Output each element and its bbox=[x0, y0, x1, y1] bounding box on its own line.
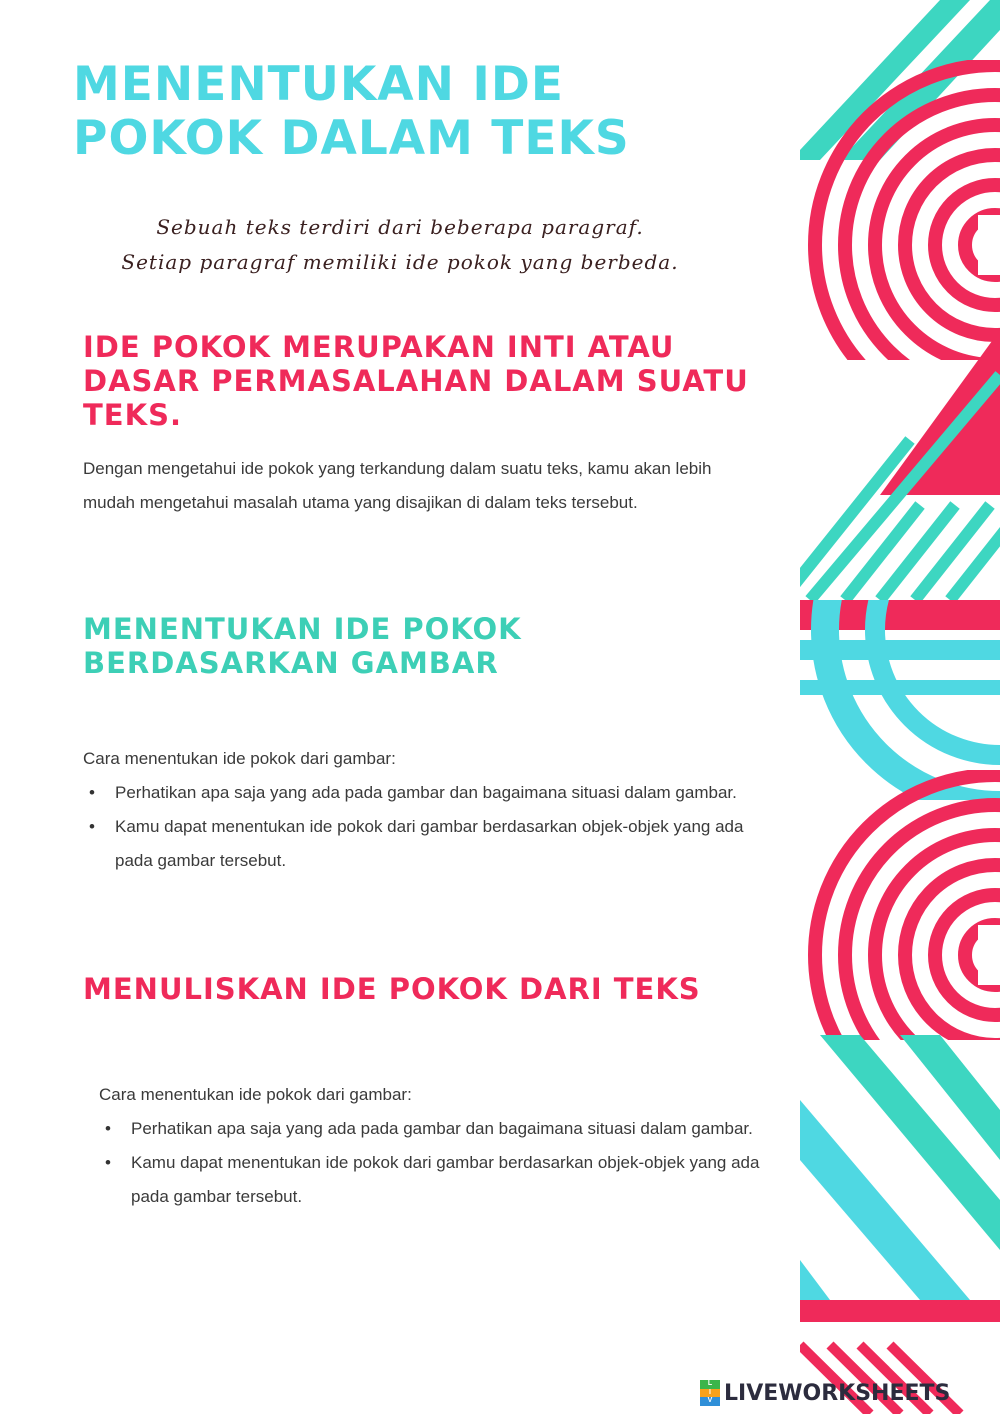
section1-paragraph: Dengan mengetahui ide pokok yang terkandung dalam suatu teks, kamu akan lebih mudah mengetahui masalah utama yang disajikan di dalam teks tersebut. bbox=[83, 459, 712, 512]
section3-bullet-list bbox=[99, 1112, 764, 1214]
list-item: • Kamu dapat menentukan ide pokok dari gambar berdasarkan objek-objek yang ada pada gambar tersebut. bbox=[99, 1146, 764, 1214]
section2-bullet-list bbox=[83, 776, 748, 878]
section2-heading bbox=[83, 612, 522, 680]
section2-heading-line2: BERDASARKAN GAMBAR bbox=[83, 646, 499, 680]
teal-chevrons bbox=[800, 1035, 1000, 1300]
liveworksheets-watermark bbox=[700, 1378, 950, 1408]
list-item: • Kamu dapat menentukan ide pokok dari gambar berdasarkan objek-objek yang ada pada gambar tersebut. bbox=[83, 810, 748, 878]
section2-lead: Cara menentukan ide pokok dari gambar: bbox=[83, 749, 396, 768]
section3-lead: Cara menentukan ide pokok dari gambar: bbox=[99, 1085, 412, 1104]
liveworksheets-logo-icon: L I V bbox=[700, 1380, 720, 1406]
section3-heading: MENULISKAN IDE POKOK DARI TEKS bbox=[83, 972, 701, 1006]
section1-heading: IDE POKOK MERUPAKAN INTI ATAU DASAR PERMASALAHAN DALAM SUATU TEKS. bbox=[83, 330, 749, 432]
intro-line1: Sebuah teks terdiri dari beberapa paragraf. bbox=[156, 215, 644, 239]
page-title bbox=[73, 58, 630, 166]
intro-line2: Setiap paragraf memiliki ide pokok yang berbeda. bbox=[121, 250, 679, 274]
list-item: • Perhatikan apa saja yang ada pada gambar dan bagaimana situasi dalam gambar. bbox=[83, 776, 748, 810]
watermark-text: LIVEWORKSHEETS bbox=[724, 1380, 951, 1406]
section2-heading-line1: MENENTUKAN IDE POKOK bbox=[83, 612, 522, 646]
list-item: • Perhatikan apa saja yang ada pada gambar dan bagaimana situasi dalam gambar. bbox=[99, 1112, 764, 1146]
page-title-line1: MENENTUKAN IDE bbox=[73, 57, 564, 112]
decorative-graphic bbox=[800, 0, 1000, 1414]
intro-text bbox=[60, 210, 740, 280]
page-title-line2: POKOK DALAM TEKS bbox=[73, 111, 630, 166]
